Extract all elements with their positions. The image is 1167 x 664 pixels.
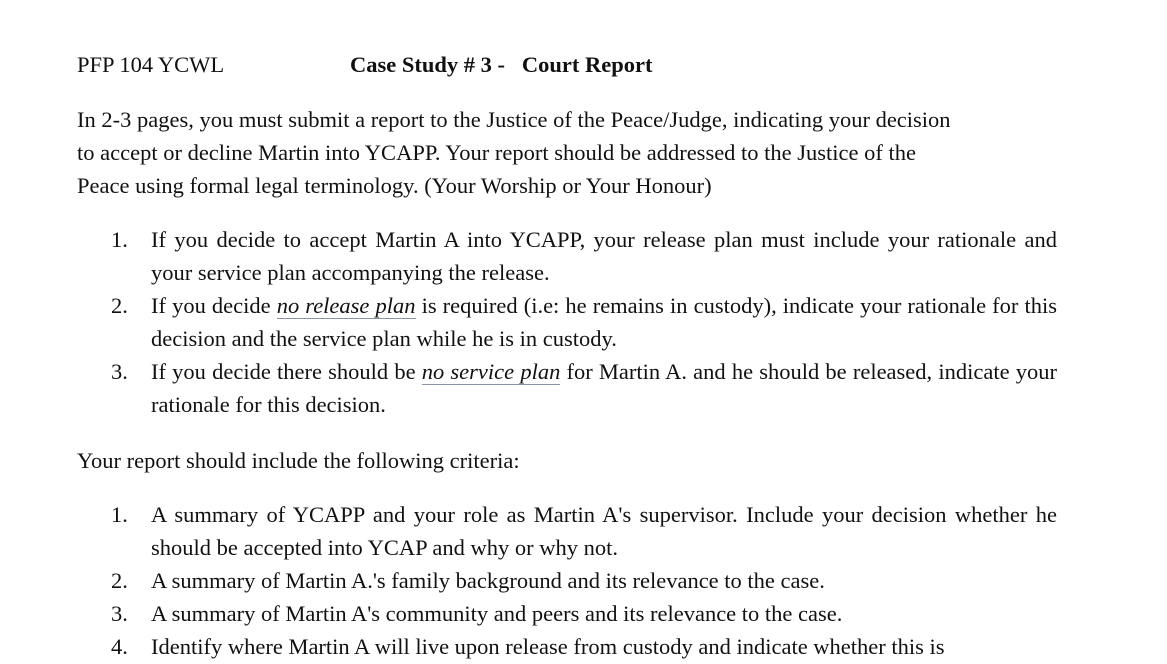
emphasis-no-release-plan: no release plan	[276, 293, 416, 318]
case-study-title: Case Study # 3 - Court Report	[350, 52, 653, 77]
intro-line-2: to accept or decline Martin into YCAPP. Your report should be addressed to the Justice of the	[77, 140, 917, 165]
list-item-number: 3.	[111, 359, 128, 384]
decision-options-list	[77, 223, 1057, 421]
list-item-text: A summary of Martin A's community and peers and its relevance to the case.	[151, 601, 843, 626]
criteria-list	[77, 498, 1057, 663]
course-code: PFP 104 YCWL	[77, 52, 225, 77]
list-item	[77, 630, 1057, 663]
list-item	[77, 498, 1057, 564]
intro-line-1: In 2-3 pages, you must submit a report to the Justice of the Peace/Judge, indicating your decision	[77, 107, 951, 132]
list-item-text: A summary of Martin A.'s family background and its relevance to the case.	[151, 568, 825, 593]
document-header	[77, 52, 1077, 82]
list-item-text-after: for Martin A. and he should be released, indicate your rationale for this decision.	[151, 359, 1057, 417]
list-item-text: Identify where Martin A will live upon release from custody and indicate whether this is	[151, 634, 945, 659]
list-item-number: 2.	[111, 293, 128, 318]
list-item-number: 1.	[111, 502, 128, 527]
list-item	[77, 564, 1057, 597]
criteria-intro: Your report should include the following criteria:	[77, 448, 520, 473]
intro-paragraph	[77, 103, 1067, 202]
list-item	[77, 597, 1057, 630]
list-item-text-before: If you decide	[151, 293, 277, 318]
list-item	[77, 223, 1057, 289]
list-item-number: 2.	[111, 568, 128, 593]
list-item-text-before: If you decide there should be	[151, 359, 422, 384]
intro-line-3: Peace using formal legal terminology. (Your Worship or Your Honour)	[77, 173, 712, 198]
list-item-number: 3.	[111, 601, 128, 626]
list-item-text: A summary of YCAPP and your role as Martin A's supervisor. Include your decision whether he should be accepted into YCAP and why or why not.	[151, 502, 1057, 560]
list-item-text-after: is required (i.e: he remains in custody), indicate your rationale for this decision and the service plan while he is in custody.	[151, 293, 1058, 351]
list-item-number: 4.	[111, 634, 128, 659]
emphasis-no-service-plan: no service plan	[421, 359, 561, 384]
list-item	[77, 289, 1057, 355]
list-item	[77, 355, 1057, 421]
list-item-text: If you decide to accept Martin A into YCAPP, your release plan must include your rationale and your service plan accompanying the release.	[151, 227, 1057, 285]
list-item-number: 1.	[111, 227, 128, 252]
